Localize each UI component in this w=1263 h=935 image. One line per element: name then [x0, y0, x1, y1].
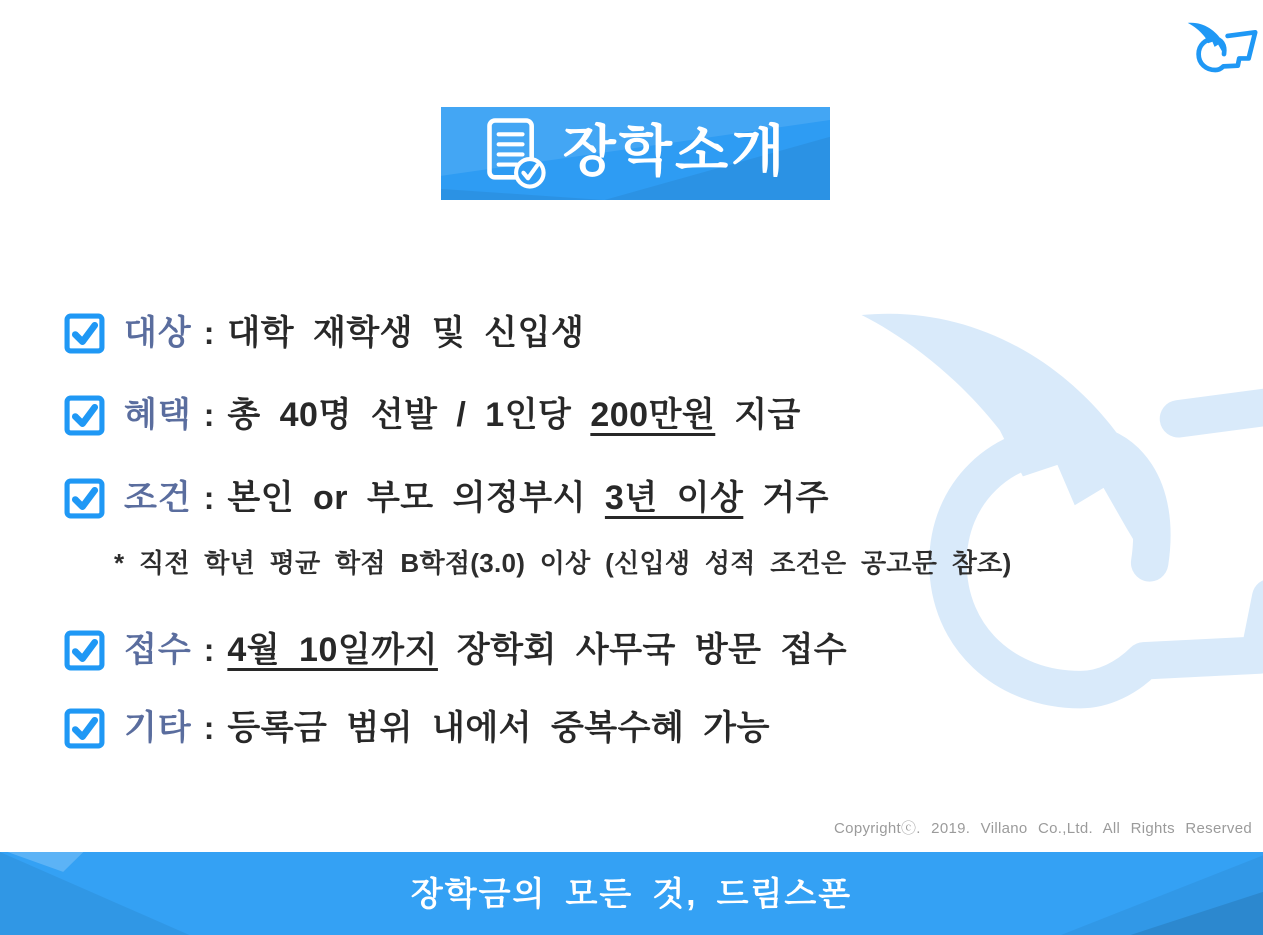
item-label: 조건 [124, 479, 192, 517]
document-check-icon [484, 115, 550, 192]
item-colon: : [203, 315, 215, 351]
checkbox-checked-icon [64, 630, 105, 671]
condition-footnote: * 직전 학년 평균 학점 B학점(3.0) 이상 (신입생 성적 조건은 공고문 참조) [114, 548, 1012, 578]
checkbox-checked-icon [64, 395, 105, 436]
list-item-other [64, 706, 770, 750]
footer-banner [0, 852, 1263, 935]
item-colon: : [203, 710, 215, 746]
item-colon: : [203, 480, 215, 516]
heart-shape [1199, 32, 1256, 70]
footer-slogan: 장학금의 모든 것, 드림스폰 [410, 875, 853, 912]
item-text: 본인 or 부모 의정부시 3년 이상 거주 [227, 479, 829, 517]
underlined-text: 4월 10일까지 [227, 631, 438, 669]
item-text: 등록금 범위 내에서 중복수혜 가능 [227, 709, 770, 747]
underlined-text: 200만원 [590, 396, 716, 434]
item-text: 4월 10일까지 장학회 사무국 방문 접수 [227, 631, 848, 669]
checkbox-checked-icon [64, 313, 105, 354]
list-item-apply [64, 628, 847, 672]
heart-shape [948, 390, 1263, 690]
item-label: 접수 [124, 631, 192, 669]
checkbox-checked-icon [64, 708, 105, 749]
item-text: 대학 재학생 및 신입생 [227, 314, 585, 352]
checkbox-checked-icon [64, 478, 105, 519]
title-banner [441, 107, 830, 200]
item-colon: : [203, 632, 215, 668]
copyright-text: Copyrightⓒ. 2019. Villano Co.,Ltd. All Rights Reserved [834, 820, 1252, 837]
list-item-target [64, 311, 584, 355]
item-text: 총 40명 선발 / 1인당 200만원 지급 [227, 396, 801, 434]
item-colon: : [203, 397, 215, 433]
watermark-logo [850, 292, 1263, 753]
list-item-condition [64, 476, 829, 520]
item-label: 기타 [124, 709, 192, 747]
page-title: 장학소개 [562, 120, 788, 182]
underlined-text: 3년 이상 [604, 479, 744, 517]
list-item-benefit [64, 393, 801, 437]
item-label: 혜택 [124, 396, 192, 434]
item-label: 대상 [124, 314, 192, 352]
dreamspon-logo-icon [1186, 20, 1262, 78]
